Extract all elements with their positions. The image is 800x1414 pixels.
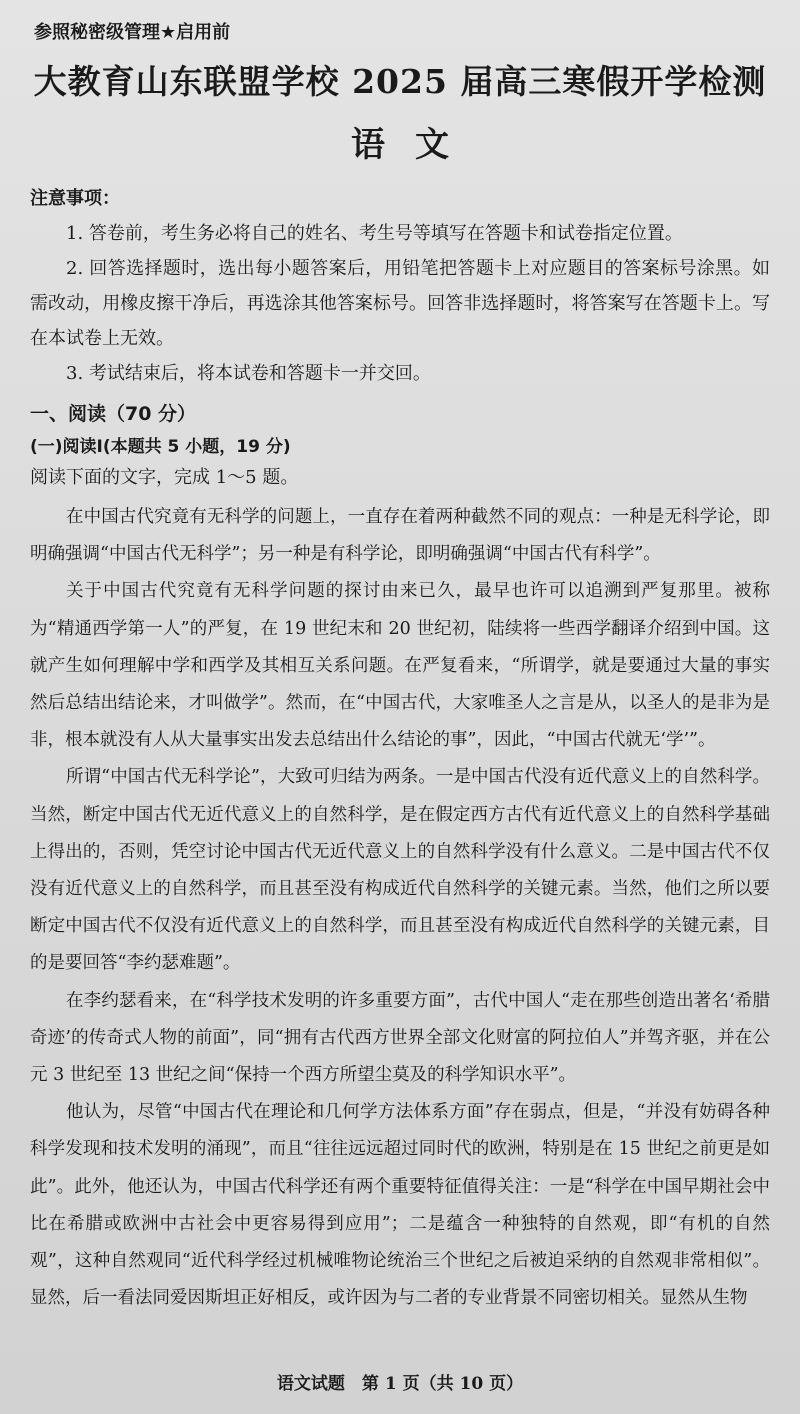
exam-title: 大教育山东联盟学校 2025 届高三寒假开学检测	[33, 62, 767, 101]
notice-item: 3. 考试结束后，将本试卷和答题卡一并交回。	[66, 363, 431, 384]
passage-paragraph: 关于中国古代究竟有无科学问题的探讨由来已久，最早也许可以追溯到严复那里。被称为“精通西学第一人”的严复，在 19 世纪末和 20 世纪初，陆续将一些西学翻译介绍到中国。这就产生如何理解中学和西学及其相互关系问题。在严复看来，“所谓学，就是要通过大量的事实然后总结出结论来，才叫做学”。然而，在“中国古代，大家唯圣人之言是从，以圣人的是非为是非，根本就没有人从大量事实出发去总结出什么结论的事”，因此，“中国古代就无‘学’”。	[30, 581, 770, 751]
notice-heading: 注意事项：	[30, 188, 120, 209]
passage-paragraph: 所谓“中国古代无科学论”，大致可归结为两条。一是中国古代没有近代意义上的自然科学。当然，断定中国古代无近代意义上的自然科学，是在假定西方古代有近代意义上的自然科学基础上得出的，否则，凭空讨论中国古代无近代意义上的自然科学没有什么意义。二是中国古代不仅没有近代意义上的自然科学，而且甚至没有构成近代自然科学的关键元素。当然，他们之所以要断定中国古代不仅没有近代意义上的自然科学，而且甚至没有构成近代自然科学的关键元素，目的是要回答“李约瑟难题”。	[30, 767, 770, 974]
reading-instruction: 阅读下面的文字，完成 1～5 题。	[30, 467, 299, 488]
notice-block	[30, 184, 770, 391]
passage-paragraph: 在李约瑟看来，在“科学技术发明的许多重要方面”，古代中国人“走在那些创造出著名‘希腊奇迹’的传奇式人物的前面”，同“拥有古代西方世界全部文化财富的阿拉伯人”并驾齐驱，并在公元 3 世纪至 13 世纪之间“保持一个西方所望尘莫及的科学知识水平”。	[30, 990, 770, 1086]
notice-item: 1. 答卷前，考生务必将自己的姓名、考生号等填写在答题卡和试卷指定位置。	[66, 223, 683, 244]
page-footer: 语文试题 第 1 页（共 10 页）	[276, 1374, 524, 1394]
notice-item: 2. 回答选择题时，选出每小题答案后，用铅笔把答题卡上对应题目的答案标号涂黑。如需改动，用橡皮擦干净后，再选涂其他答案标号。回答非选择题时，将答案写在答题卡上。写在本试卷上无效。	[30, 258, 770, 349]
subject-title: 语文	[351, 125, 479, 165]
subsection-heading: (一)阅读Ⅰ(本题共 5 小题，19 分)	[30, 437, 291, 457]
reading-passage	[30, 499, 770, 1317]
confidential-note: 参照秘密级管理★启用前	[34, 22, 231, 43]
section-heading: 一、阅读（70 分）	[30, 403, 197, 425]
passage-paragraph: 在中国古代究竟有无科学的问题上，一直存在着两种截然不同的观点：一种是无科学论，即明确强调“中国古代无科学”；另一种是有科学论，即明确强调“中国古代有科学”。	[30, 507, 770, 565]
passage-paragraph: 他认为，尽管“中国古代在理论和几何学方法体系方面”存在弱点，但是，“并没有妨碍各种科学发现和技术发明的涌现”，而且“往往远远超过同时代的欧洲，特别是在 15 世纪之前更是如此”。此外，他还认为，中国古代科学还有两个重要特征值得关注：一是“科学在中国早期社会中比在希腊或欧洲中古社会中更容易得到应用”；二是蕴含一种独特的自然观，即“有机的自然观”，这种自然观同“近代科学经过机械唯物论统治三个世纪之后被迫采纳的自然观非常相似”。显然，后一看法同爱因斯坦正好相反，或许因为与二者的专业背景不同密切相关。显然从生物	[30, 1102, 770, 1309]
